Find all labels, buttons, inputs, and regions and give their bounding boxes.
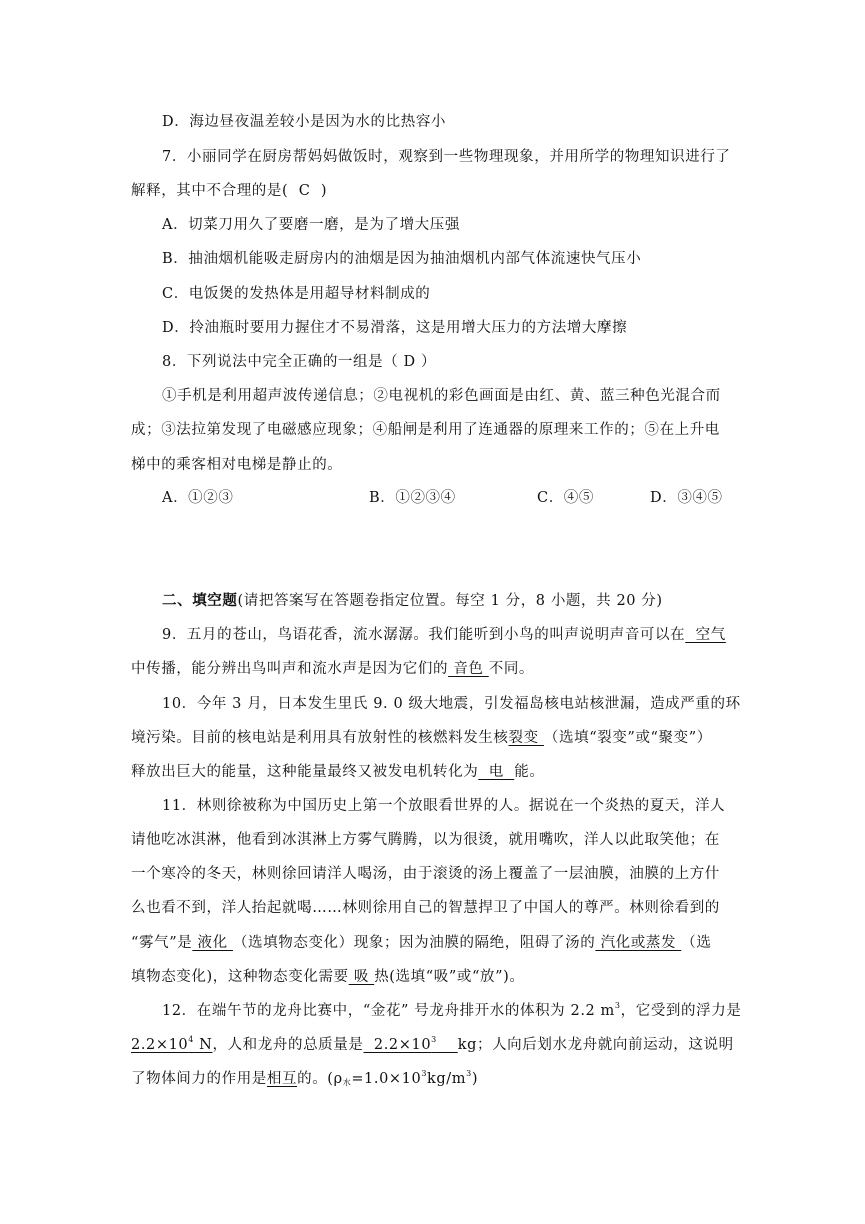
q12-answer-3: 相互: [266, 1071, 298, 1087]
q11-answer-1: 液化: [192, 935, 233, 951]
q10-answer-2: 电: [478, 764, 515, 780]
q8-body-line1: ①手机是利用超声波传递信息；②电视机的彩色画面是由红、黄、蓝三种色光混合而: [162, 388, 721, 404]
q8-option-b: B．①②③④: [369, 490, 456, 506]
q12-text2: ，它受到的浮力是: [620, 1003, 742, 1019]
q9-answer-2: 音色: [448, 661, 489, 677]
q9-text3: 不同。: [488, 661, 535, 677]
q11-text4: 填物态变化)，这种物态变化需要: [131, 969, 349, 985]
q10-text4: 能。: [514, 764, 545, 780]
q12-answer-1-base: 2.2×10: [131, 1037, 189, 1053]
q11-line6: [131, 967, 524, 987]
q8-body-line2: 成；③法拉第发现了电磁感应现象；④船闸是利用了连通器的原理来工作的；⑤在上升电: [131, 422, 720, 438]
q8-stem-text: 8．下列说法中完全正确的一组是（: [162, 354, 399, 370]
q10-text2: （选填“裂变”或“聚变”）: [543, 730, 712, 746]
q11-answer-3: 吸: [348, 969, 375, 985]
q10-line3: [131, 762, 544, 782]
q11-text5: 热(选填“吸”或“放”)。: [374, 969, 525, 985]
q12-rho-subscript: 水: [342, 1078, 352, 1087]
q7-stem-line2: [131, 181, 327, 201]
q7-stem-line1: 7．小丽同学在厨房帮妈妈做饭时，观察到一些物理现象，并用所学的物理知识进行了: [162, 149, 731, 165]
q7-stem-close: ): [320, 183, 328, 199]
q12-line2: [131, 1035, 734, 1055]
q9-line2: [131, 659, 534, 679]
q12-answer-2-base: 2.2×10: [363, 1037, 432, 1053]
q8-answer: D: [403, 354, 416, 370]
q12-line1: [162, 1001, 741, 1021]
q12-text9: ): [471, 1071, 479, 1087]
q11-text3: （选: [681, 935, 712, 951]
q12-answer-1: [131, 1037, 212, 1053]
section-title: 二、填空题: [162, 592, 238, 609]
q11-line2: 请他吃冰淇淋，他看到冰淇淋上方雾气腾腾，以为很烫，就用嘴吹，洋人以此取笑他；在: [131, 832, 720, 848]
q12-answer-1-exp: 4: [188, 1035, 194, 1044]
q11-answer-2: 汽化或蒸发: [595, 935, 682, 951]
q8-stem-close: ）: [421, 354, 437, 370]
q8-stem: [162, 352, 436, 372]
q12-text1: 12．在端午节的龙舟比赛中，“金花” 号龙舟排开水的体积为 2.2 m: [162, 1003, 615, 1019]
q12-text5: 了物体间力的作用是: [131, 1071, 267, 1087]
q8-option-d: D．③④⑤: [650, 490, 723, 506]
q9-answer-1: 空气: [685, 627, 726, 643]
q10-line2: [131, 728, 712, 748]
q12-text4: kg；人向后划水龙舟就向前运动，这说明: [457, 1037, 734, 1053]
q12-answer-2-pad: [437, 1037, 458, 1053]
section-heading: [162, 591, 663, 611]
q11-text1: “雾气”是: [131, 935, 193, 951]
q7-answer: C: [298, 183, 311, 199]
q11-line1: 11．林则徐被称为中国历史上第一个放眼看世界的人。据说在一个炎热的夏天，洋人: [162, 798, 726, 814]
q8-option-c: C．④⑤: [537, 490, 594, 506]
q10-text1: 境污染。目前的核电站是利用具有放射性的核燃料发生核: [131, 730, 509, 746]
q12-answer-2-exp: 3: [431, 1035, 437, 1044]
q10-answer-1: 裂变: [508, 730, 544, 746]
q12-text6: 的。(ρ: [297, 1071, 343, 1087]
q10-line1: 10．今年 3 月，日本发生里氏 9. 0 级大地震，引发福岛核电站核泄漏，造成严重的环: [162, 696, 741, 712]
q12-answer-2: [363, 1037, 457, 1053]
q12-exp-1: 3: [421, 1069, 428, 1078]
q12-line3: [131, 1069, 478, 1089]
q11-line3: 一个寒冷的冬天，林则徐回请洋人喝汤，由于滚烫的汤上覆盖了一层油膜，油膜的上方什: [131, 866, 720, 882]
q7-stem-text: 解释，其中不合理的是(: [131, 183, 289, 199]
q8-options: [0, 488, 865, 508]
q8-body-line3: 梯中的乘客相对电梯是静止的。: [131, 457, 343, 473]
q12-text8: kg/m: [427, 1071, 467, 1087]
q9-text1: 9．五月的苍山，鸟语花香，流水潺潺。我们能听到小鸟的叫声说明声音可以在: [162, 627, 686, 643]
q7-option-d: D．拎油瓶时要用力握住才不易滑落，这是用增大压力的方法增大摩擦: [162, 320, 628, 336]
section-note: (请把答案写在答题卷指定位置。每空 1 分，8 小题，共 20 分): [237, 593, 663, 609]
q9-line1: [162, 625, 726, 645]
q11-line4: 么也看不到，洋人抬起就喝……林则徐用自己的智慧捍卫了中国人的尊严。林则徐看到的: [131, 900, 720, 916]
q11-line5: [131, 933, 711, 953]
q7-option-b: B．抽油烟机能吸走厨房内的油烟是因为抽油烟机内部气体流速快气压小: [162, 251, 642, 267]
q12-text7: =1.0×10: [351, 1071, 422, 1087]
q11-text2: （选填物态变化）现象；因为油膜的隔绝，阻碍了汤的: [232, 935, 596, 951]
q6-option-d: D．海边昼夜温差较小是因为水的比热容小: [162, 114, 447, 130]
q12-exp-2: 3: [466, 1069, 472, 1078]
q12-answer-1-unit: N: [193, 1037, 213, 1053]
q9-text2: 中传播，能分辨出鸟叫声和流水声是因为它们的: [131, 661, 449, 677]
q7-option-a: A．切菜刀用久了要磨一磨，是为了增大压强: [162, 217, 460, 233]
q12-text3: ，人和龙舟的总质量是: [212, 1037, 364, 1053]
q8-option-a: A．①②③: [162, 490, 234, 506]
q12-superscript: 3: [614, 1001, 621, 1010]
q10-text3: 释放出巨大的能量，这种能量最终又被发电机转化为: [131, 764, 479, 780]
q7-option-c: C．电饭煲的发热体是用超导材料制成的: [162, 286, 431, 302]
